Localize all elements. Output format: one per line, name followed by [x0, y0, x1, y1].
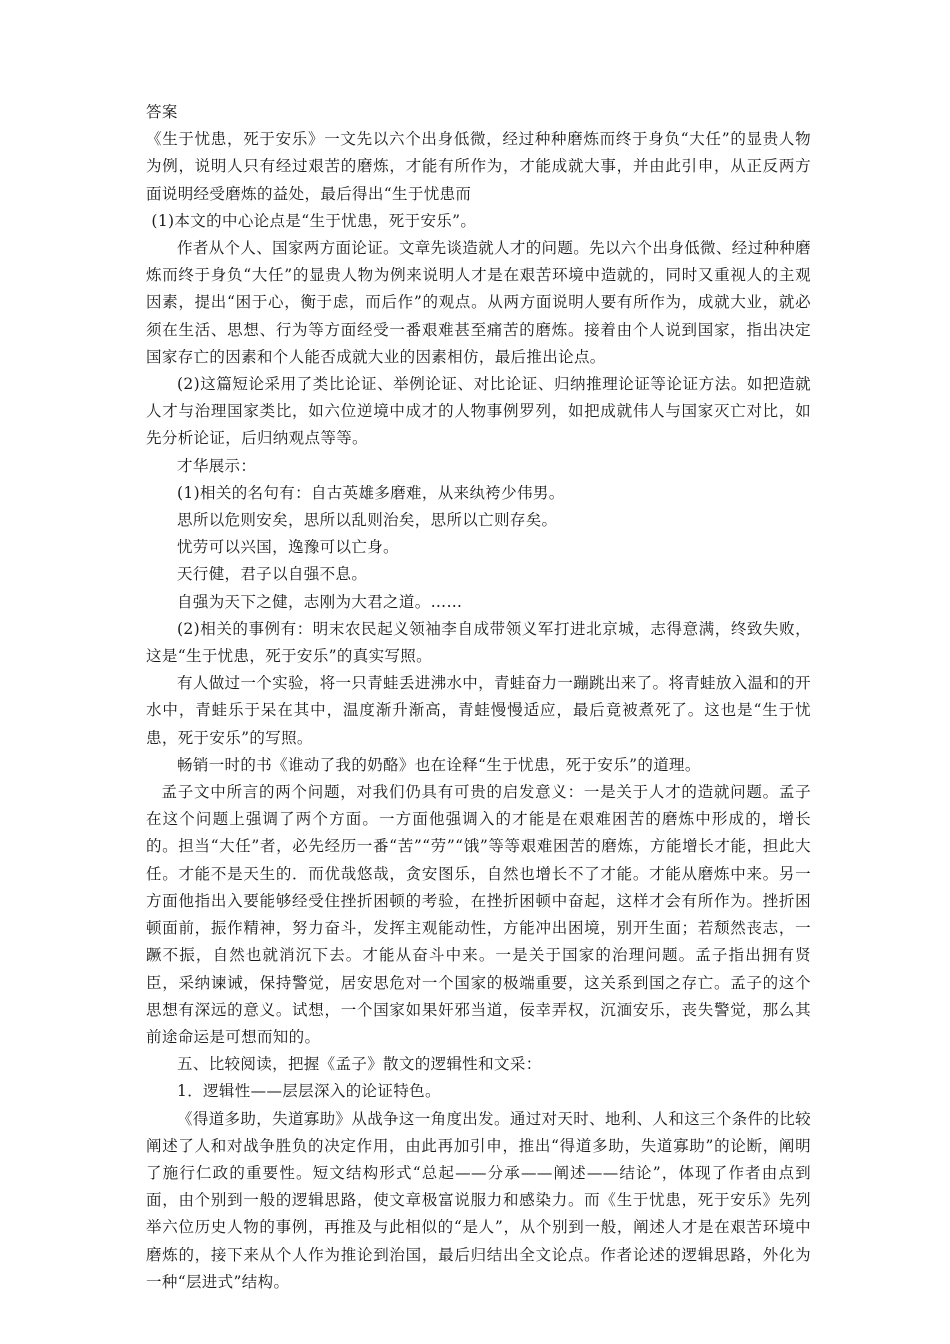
paragraph-argument-structure: 作者从个人、国家两方面论证。文章先谈造就人才的问题。先以六个出身低微、经过种种磨炼而终于身负“大任”的显贵人物为例来说明人才是在艰苦环境中造就的，同时又重视人的主观因素，提出“困于心，衡于虑，而后作”的观点。从两方面说明人要有所作为，成就大业，就必须在生活、思想、行为等方面经受一番艰难甚至痛苦的磨炼。接着由个人说到国家，指出决定国家存亡的因素和个人能否成就大业的因素相仿，最后推出论点。 [146, 239, 812, 366]
paragraph-section-five: 五、比较阅读，把握《孟子》散文的逻辑性和文采： [177, 1055, 542, 1074]
paragraph-quote: 思所以危则安矣，思所以乱则治矣，思所以亡则存矣。 [177, 511, 558, 530]
paragraph-quote: 天行健，君子以自强不息。 [177, 565, 368, 584]
paragraph-quotes-intro: (1)相关的名句有：自古英雄多磨难，从来纨袴少伟男。 [177, 483, 565, 502]
answer-heading: 答案 [146, 103, 178, 121]
paragraph-example-cheese: 畅销一时的书《谁动了我的奶酪》也在诠释“生于忧患，死于安乐”的道理。 [177, 755, 701, 774]
paragraph-example-frog: 有人做过一个实验，将一只青蛙丢进沸水中，青蛙奋力一蹦跳出来了。将青蛙放入温和的开水中，青蛙乐于呆在其中，温度渐升渐高，青蛙慢慢适应，最后竟被煮死了。这也是“生于忧患，死于安乐”的写照。 [146, 674, 812, 747]
paragraph-summary: 《生于忧患，死于安乐》一文先以六个出身低微，经过种种磨炼而终于身负“大任”的显贵人物为例，说明人只有经过艰苦的磨炼，才能有所作为，才能成就大事，并由此引申，从正反两方面说明经受磨炼的益处，最后得出“生于忧患而 [146, 130, 811, 203]
paragraph-logic-heading: 1．逻辑性——层层深入的论证特色。 [177, 1082, 441, 1101]
paragraph-argument-methods: (2)这篇短论采用了类比论证、举例论证、对比论证、归纳推理论证等论证方法。如把造就人才与治理国家类比，如六位逆境中成才的人物事例罗列，如把成就伟人与国家灭亡对比，如先分析论证，后归纳观点等等。 [146, 375, 811, 448]
paragraph-talent-heading: 才华展示： [177, 456, 257, 475]
paragraph-quote: 自强为天下之健，志刚为大君之道。…… [177, 592, 463, 611]
paragraph-logic-analysis: 《得道多助，失道寡助》从战争这一角度出发。通过对天时、地利、人和这三个条件的比较阐述了人和对战争胜负的决定作用，由此再加引申，推出“得道多助，失道寡助”的论断，阐明了施行仁政的重要性。短文结构形式“总起——分承——阐述——结论”，体现了作者由点到面，由个别到一般的逻辑思路，使文章极富说服力和感染力。而《生于忧患，死于安乐》先列举六位历史人物的事例，再推及与此相似的“是人”，从个别到一般，阐述人才是在艰苦环境中磨炼的，接下来从个人作为推论到治国，最后归结出全文论点。作者论述的逻辑思路，外化为一种“层进式”结构。 [146, 1109, 812, 1291]
paragraph-central-argument: (1)本文的中心论点是“生于忧患，死于安乐”。 [151, 211, 477, 230]
paragraph-example-lizicheng: (2)相关的事例有：明末农民起义领袖李自成带领义军打进北京城，志得意满，终致失败，这是“生于忧患，死于安乐”的真实写照。 [146, 619, 811, 666]
paragraph-mencius-significance: 孟子文中所言的两个问题，对我们仍具有可贵的启发意义：一是关于人才的造就问题。孟子在这个问题上强调了两个方面。一方面他强调入的才能是在艰难困苦的磨炼中形成的，增长的。担当“大任”者，必先经历一番“苦”“劳”“饿”等等艰难困苦的磨炼，方能增长才能，担此大任。才能不是天生的．而优哉悠哉，贪安图乐，自然也增长不了才能。才能从磨炼中来。另一方面他指出入要能够经受住挫折困顿的考验，在挫折困顿中奋起，这样才会有所作为。挫折困顿面前，振作精神，努力奋斗，发挥主观能动性，方能冲出困境，别开生面；若颓然丧志，一蹶不振，自然也就消沉下去。才能从奋斗中来。一是关于国家的治理问题。孟子指出拥有贤臣，采纳谏诫，保持警觉，居安思危对一个国家的极端重要，这关系到国之存亡。孟子的这个思想有深远的意义。试想，一个国家如果奸邪当道，佞幸弄权，沉湎安乐，丧失警觉，那么其前途命运是可想而知的。 [146, 783, 811, 1046]
document-page [146, 99, 811, 1296]
paragraph-quote: 忧劳可以兴国，逸豫可以亡身。 [177, 538, 399, 557]
